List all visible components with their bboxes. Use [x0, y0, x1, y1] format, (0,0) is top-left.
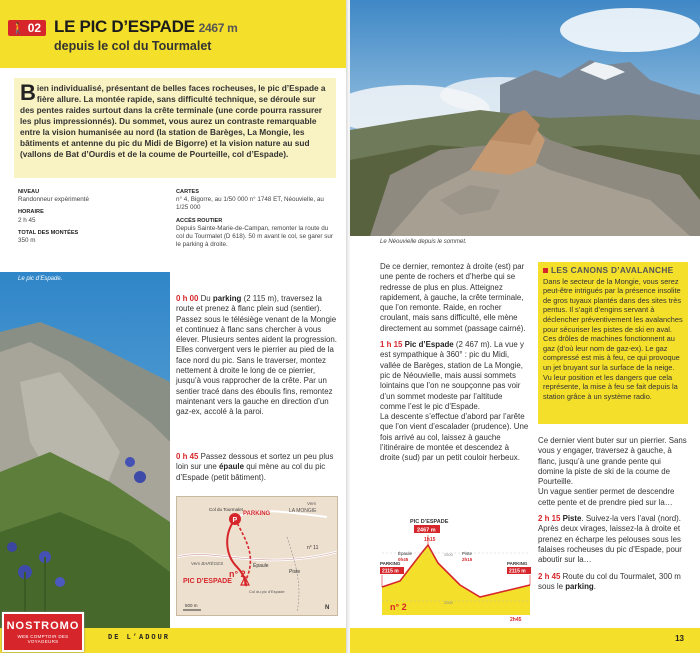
profile-parking-left: PARKING	[380, 561, 401, 566]
col-b-time4: 2 h 45	[538, 571, 561, 581]
col-b-p4a: Route du col du Tourmalet, 300 m sous le	[538, 571, 681, 591]
map-label-piste: Piste	[289, 569, 301, 575]
profile-y-top: 2500	[444, 552, 453, 557]
col-b-bold3: Piste	[562, 514, 582, 524]
intro-box	[14, 78, 336, 178]
col-a-p3: La descente s’effectue d’abord par l’arête que l’on vient d’escalader (prudence). Une fois arrivé au col, laissez à gauche l’itinéraire de montée et descendez à droite (sud) par un petit couloir herbeux.	[380, 412, 529, 463]
route-map	[176, 496, 338, 616]
col-b-p1: Ce dernier vient buter sur un pierrier. Sans vous y engager, traversez à gauche, à flanc, jusqu’à une grande pente qui domine la piste de ski de la coume de Pourteille.	[538, 436, 687, 487]
mountain-photo-left	[0, 272, 170, 634]
route-number: 02	[27, 21, 42, 35]
map-label-route: n° 2	[229, 569, 246, 579]
montees-value: 350 m	[18, 237, 36, 245]
step-0h00	[176, 294, 338, 418]
route-badge	[8, 20, 46, 36]
niveau-value: Randonneur expérimenté	[18, 196, 90, 204]
acces-label: ACCÈS ROUTIER	[176, 217, 223, 224]
col-a-step	[380, 340, 530, 412]
step2-text1: Passez dessous et sortez un peu plus loin sur une	[176, 452, 334, 472]
photo-neouvielle	[350, 0, 700, 236]
title-text: LE PIC D’ESPADE	[54, 17, 195, 36]
profile-piste: Piste	[462, 551, 473, 556]
col-b-p3: . Suivez-la vers l’aval (nord). Après deux virages, laissez-la à droite et prenez en écharpe les pelouses sous les falaises rocheuses du pic d’Espade, pour aboutir sur la…	[538, 514, 682, 565]
profile-summit-label: PIC D’ESPADE	[410, 519, 449, 525]
acces-value: Depuis Sainte-Marie-de-Campan, remonter la route du col du Tourmalet (D 618). 50 m avant le col, se garer sur le parking à droite.	[176, 224, 334, 249]
caption-right: Le Néouvielle depuis le sommet.	[380, 239, 467, 245]
map-svg	[177, 497, 337, 615]
caption-left: Le pic d’Espade.	[18, 276, 63, 282]
map-label-bareges: Vers BARÈGES	[191, 561, 224, 566]
page-subtitle: depuis le col du Tourmalet	[54, 39, 212, 53]
profile-summit-alt: 2467 m	[417, 527, 436, 534]
profile-parking-left-alt: 2115 m	[382, 568, 399, 575]
right-page	[350, 0, 700, 653]
header-band	[0, 0, 348, 68]
text-column-b	[538, 436, 688, 598]
info-right	[176, 188, 336, 249]
logo-sub: WEB COMPTOIR DES VOYAGEURS	[17, 634, 69, 644]
step2-text2: qui mène au col du pic d’Espade (petit bâtiment).	[176, 462, 326, 482]
elevation-profile	[380, 515, 535, 625]
profile-parking-right: PARKING	[507, 561, 528, 566]
box-text1: Dans le secteur de la Mongie, vous serez peut-être intrigués par la présence insolite de gros tuyaux plantés dans des sites très pentus. Il s’agit d’engins servant à déclencher préventivement les avalanches pour sécuriser les pistes de ski en aval.	[543, 276, 683, 334]
intro-text: ien individualisé, présentant de belles faces rocheuses, le pic d’Espade a fière allure. La montée rapide, sans difficulté technique, se déroule sur des pentes raides surtout dans la crête terminale (une corde pourra rassurer les plus impressionnés). Du sommet, vous aurez un contraste remarquable entre la vision humanisée au nord (la station de Barèges, La Mongie, les bâtiments et antenne du pic du Midi de Bigorre) et la vision nature au sud (vallons de Bat d’Ourdis et de la coume de Pourteille, col d’Espade).	[20, 83, 326, 159]
step-0h45	[176, 452, 338, 483]
logo-name: NOSTROMO	[6, 620, 80, 632]
map-label-pic: PIC D’ESPADE	[183, 578, 232, 585]
col-b-step4	[538, 572, 688, 593]
step1-time: 0 h 00	[176, 294, 199, 303]
col-b-p2: Un vague sentier permet de descendre cette pente et de prendre pied sur la…	[538, 487, 675, 507]
profile-epaule: Épaule	[398, 551, 413, 556]
map-label-colpic: Col du pic d’Espade	[249, 589, 285, 594]
svg-text:P: P	[232, 517, 238, 524]
horaire-value: 2 h 45	[18, 216, 36, 224]
profile-y-bottom: 2000	[444, 600, 453, 605]
box-title	[543, 266, 683, 276]
profile-parking-right-alt: 2115 m	[509, 568, 526, 575]
profile-route-num: n° 2	[390, 602, 407, 612]
horaire-label: HORAIRE	[18, 209, 44, 216]
mountain-photo-right	[350, 0, 700, 236]
col-b-step3	[538, 514, 688, 565]
step1-bold: parking	[212, 294, 242, 303]
profile-time-end: 2h45	[510, 617, 522, 623]
col-a-time: 1 h 15	[380, 340, 403, 350]
map-label-parking: PARKING	[243, 511, 271, 517]
col-a-bold: Pic d’Espade	[404, 340, 454, 350]
profile-svg	[380, 515, 535, 625]
dropcap: B	[20, 80, 36, 105]
sidebar-box-canons	[538, 262, 688, 424]
footer-right	[350, 628, 700, 653]
step1-lead: Du	[200, 294, 211, 303]
step2-time: 0 h 45	[176, 452, 199, 461]
map-label-col: Col du Tourmalet	[209, 507, 243, 512]
profile-time-epaule: 0h45	[398, 557, 409, 562]
col-a-p1: De ce dernier, remontez à droite (est) par une pente de rochers et d’herbe qui se redresse de plus en plus. Atteignez rapidement, à gauche, la crête terminale, que l’on remonte. Raide, en rocher croulant, mais sans difficulté, elle mène directement au sommet (passage cairné).	[380, 262, 526, 333]
map-label-road: n° 11	[307, 545, 319, 551]
box-square-icon	[543, 268, 548, 273]
step1-text: (2 115 m), traversez la route et prenez à flanc plein sud (sentier). Passez sous le télésiège venant de la Mongie et continuez à flanc sans chercher à vous élever. Plusieurs sentes aident la progression. Elles convergent vers le pierrier au pied de la face nord du pic. Sans le traverser, montez nettement à droite le long de ce pierrier, jusqu’à vous rapprocher de la crête. Par un sentier tracé dans des éboulis fins, remontez maintenant vers la gauche en direction d’un gaz-ex, accolé à la paroi.	[176, 294, 337, 417]
map-label-mongie: LA MONGIE	[289, 508, 317, 514]
hiker-icon: 🚶	[11, 22, 25, 35]
profile-time-piste: 2h15	[462, 557, 473, 562]
left-page	[0, 0, 348, 653]
cartes-label: CARTES	[176, 189, 199, 195]
box-text2: Ces drôles de machines fonctionnent au gaz (d’où leur nom de gaz-ex). Le gaz compressé est mis à feu, ce qui provoque un jet bruyant sur la surface de la neige. Vu leur position et les dangers que cela représente, la mise à feu se fait depuis la station grâce à un système radio.	[543, 334, 680, 401]
info-left	[18, 188, 138, 245]
col-b-p4b: .	[593, 581, 596, 591]
niveau-label: NIVEAU	[18, 189, 40, 195]
photo-pic-espade	[0, 272, 170, 634]
north-arrow-icon: N	[325, 605, 330, 611]
page-number: 13	[675, 634, 684, 643]
box-title-text: LES CANONS D’AVALANCHE	[551, 265, 674, 275]
map-label-vers: Vers	[307, 501, 317, 506]
page-title	[54, 17, 238, 37]
map-scale: 500 m	[185, 603, 198, 608]
col-b-bold4: parking	[565, 581, 594, 591]
col-b-time3: 2 h 15	[538, 514, 561, 524]
title-altitude: 2467 m	[198, 21, 238, 35]
step2-bold: épaule	[219, 462, 244, 472]
text-column-a	[380, 262, 530, 464]
montees-label: TOTAL DES MONTÉES	[18, 229, 79, 236]
profile-time-summit: 1h15	[424, 537, 436, 543]
nostromo-logo	[2, 612, 84, 652]
map-label-epaule: Épaule	[253, 563, 269, 569]
footer-left-text: DE L’ADOUR	[108, 634, 171, 642]
cartes-value: n° 4, Bigorre, au 1/50 000 n° 1748 ET, Néouvielle, au 1/25 000	[176, 196, 324, 212]
col-a-p2: (2 467 m). La vue y est sympathique à 360° : pic du Midi, vallée de Barèges, station de La Mongie, pic de Néouvielle, mais aussi sommets lointains que l’on ne soupçonne pas voir d’un sommet modeste par l’altitude comme l’est le pic d’Espade.	[380, 340, 524, 411]
